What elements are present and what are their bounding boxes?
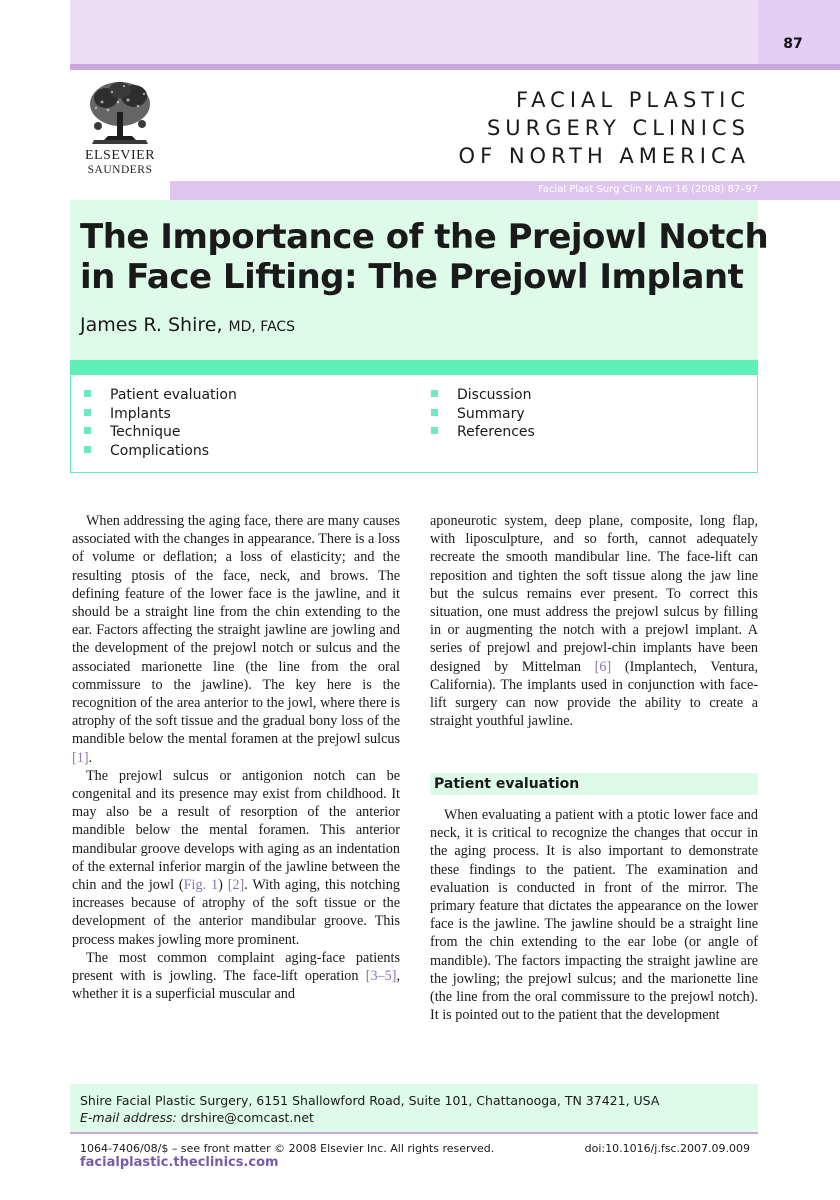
journal-title-line: SURGERY CLINICS xyxy=(486,116,750,140)
body-paragraph: When evaluating a patient with a ptotic lower face and neck, it is critical to recognize the changes that occur in the aging process. It is also important to demonstrate these findings to the patient. The examination and evaluation is conducted in front of the mirror. The primary feature that dictates the appearance on the lower face is the jawline. The jawline should be a straight line from the chin extending to the ear lobe (or angle of mandible). The factors impacting the straight jawline are the jowling; the prejowl sulcus; and the marionette line (the line from the oral commissure to the prejowl notch). It is pointed out to the patient that the development xyxy=(430,807,758,1024)
email-address[interactable]: drshire@comcast.net xyxy=(180,1110,314,1125)
square-bullet-icon xyxy=(84,446,91,453)
author-credentials: MD, FACS xyxy=(228,319,296,335)
outline-item[interactable]: Discussion xyxy=(427,386,535,405)
section-heading: Patient evaluation xyxy=(434,776,580,792)
outline-list-right xyxy=(427,386,535,442)
reference-link[interactable]: [2] xyxy=(227,877,245,894)
square-bullet-icon xyxy=(84,390,91,397)
body-paragraph: aponeurotic system, deep plane, composite, long flap, with liposculpture, and so forth, cannot adequately recreate the smooth mandibular line. The face-lift can reposition and tighten the soft tissue along the jaw line but the sulcus remains ever present. To correct this situation, one must address the prejowl sulcus by filling in or augmenting the notch with a prejowl implant. A series of prejowl and prejowl-chin implants have been designed by Mittelman [6] (Implantech, Ventura, California). The implants used in conjunction with face-lift surgery can now provide the ability to create a straight youthful jawline. xyxy=(430,513,758,730)
logo-subtitle: SAUNDERS xyxy=(87,164,153,176)
journal-title xyxy=(459,86,750,170)
author-email xyxy=(80,1110,314,1125)
header-band xyxy=(70,0,758,64)
reference-link[interactable]: [1] xyxy=(72,749,89,766)
outline-item[interactable]: Summary xyxy=(427,405,535,424)
journal-citation: Facial Plast Surg Clin N Am 16 (2008) 87–97 xyxy=(538,184,758,195)
body-paragraph: The prejowl sulcus or antigonion notch can be congenital and its presence may exist from childhood. It may also be a result of resorption of the anterior mandible below the mental foramen. This anterior mandibular groove develops with aging as an indentation of the external inferior margin of the jawline between the chin and the jowl (Fig. 1) [2]. With aging, this notching increases because of atrophy of the soft tissue or the development of the anterior mandibular groove. This process makes jowling more prominent. xyxy=(72,767,400,948)
body-paragraph: When addressing the aging face, there are many causes associated with the changes in appearance. There is a loss of volume or deflation; a loss of elasticity; and the resulting ptosis of the face, neck, and brows. The defining feature of the lower face is the jawline, and it should be a straight line from the chin extending to the ear. Factors affecting the straight jawline are jowling and the development of the prejowl notch or sulcus and the associated marionette line (the line from the oral commissure to the jawline). The key here is the recognition of the area anterior to the jowl, where there is atrophy of the soft tissue and the gradual bony loss of the mandible below the mental foramen at the prejowl sulcus [1]. xyxy=(72,513,400,766)
reference-link[interactable]: [3–5] xyxy=(365,968,397,985)
journal-title-line: FACIAL PLASTIC xyxy=(516,88,750,112)
square-bullet-icon xyxy=(84,409,91,416)
page-number: 87 xyxy=(783,36,803,52)
square-bullet-icon xyxy=(84,427,91,434)
header-rule xyxy=(70,64,840,70)
figure-link[interactable]: Fig. 1 xyxy=(183,877,219,894)
body-column-right-lower xyxy=(430,806,758,1024)
outline-item[interactable]: Complications xyxy=(80,442,237,461)
elsevier-tree-icon xyxy=(84,78,156,148)
journal-website-link[interactable]: facialplastic.theclinics.com xyxy=(80,1155,279,1170)
journal-title-line: OF NORTH AMERICA xyxy=(458,144,750,168)
square-bullet-icon xyxy=(431,409,438,416)
outline-header-bar xyxy=(70,360,758,375)
body-column-right xyxy=(430,512,758,730)
article-title xyxy=(80,217,770,297)
outline-item[interactable]: Implants xyxy=(80,405,237,424)
doi[interactable]: doi:10.1016/j.fsc.2007.09.009 xyxy=(584,1142,750,1155)
logo-name: ELSEVIER xyxy=(84,148,156,163)
copyright-notice: 1064-7406/08/$ – see front matter © 2008 Elsevier Inc. All rights reserved. xyxy=(80,1142,495,1155)
square-bullet-icon xyxy=(431,427,438,434)
outline-item[interactable]: Patient evaluation xyxy=(80,386,237,405)
outline-list-left xyxy=(80,386,237,460)
publisher-logo xyxy=(78,78,162,178)
page-tab xyxy=(758,0,840,66)
footer-rule xyxy=(70,1132,758,1134)
article-title-line: in Face Lifting: The Prejowl Implant xyxy=(80,257,744,297)
square-bullet-icon xyxy=(431,390,438,397)
reference-link[interactable]: [6] xyxy=(594,658,612,675)
author-name: James R. Shire, xyxy=(80,314,223,336)
email-label: E-mail address: xyxy=(80,1110,177,1125)
author-affiliation: Shire Facial Plastic Surgery, 6151 Shallowford Road, Suite 101, Chattanooga, TN 37421, USA xyxy=(80,1093,660,1108)
article-title-line: The Importance of the Prejowl Notch xyxy=(80,217,769,257)
outline-item[interactable]: References xyxy=(427,423,535,442)
body-paragraph: The most common complaint aging-face patients present with is jowling. The face-lift operation [3–5], whether it is a superficial muscular and xyxy=(72,949,400,1003)
author-line xyxy=(80,314,295,336)
body-column-left xyxy=(72,512,400,1003)
outline-item[interactable]: Technique xyxy=(80,423,237,442)
